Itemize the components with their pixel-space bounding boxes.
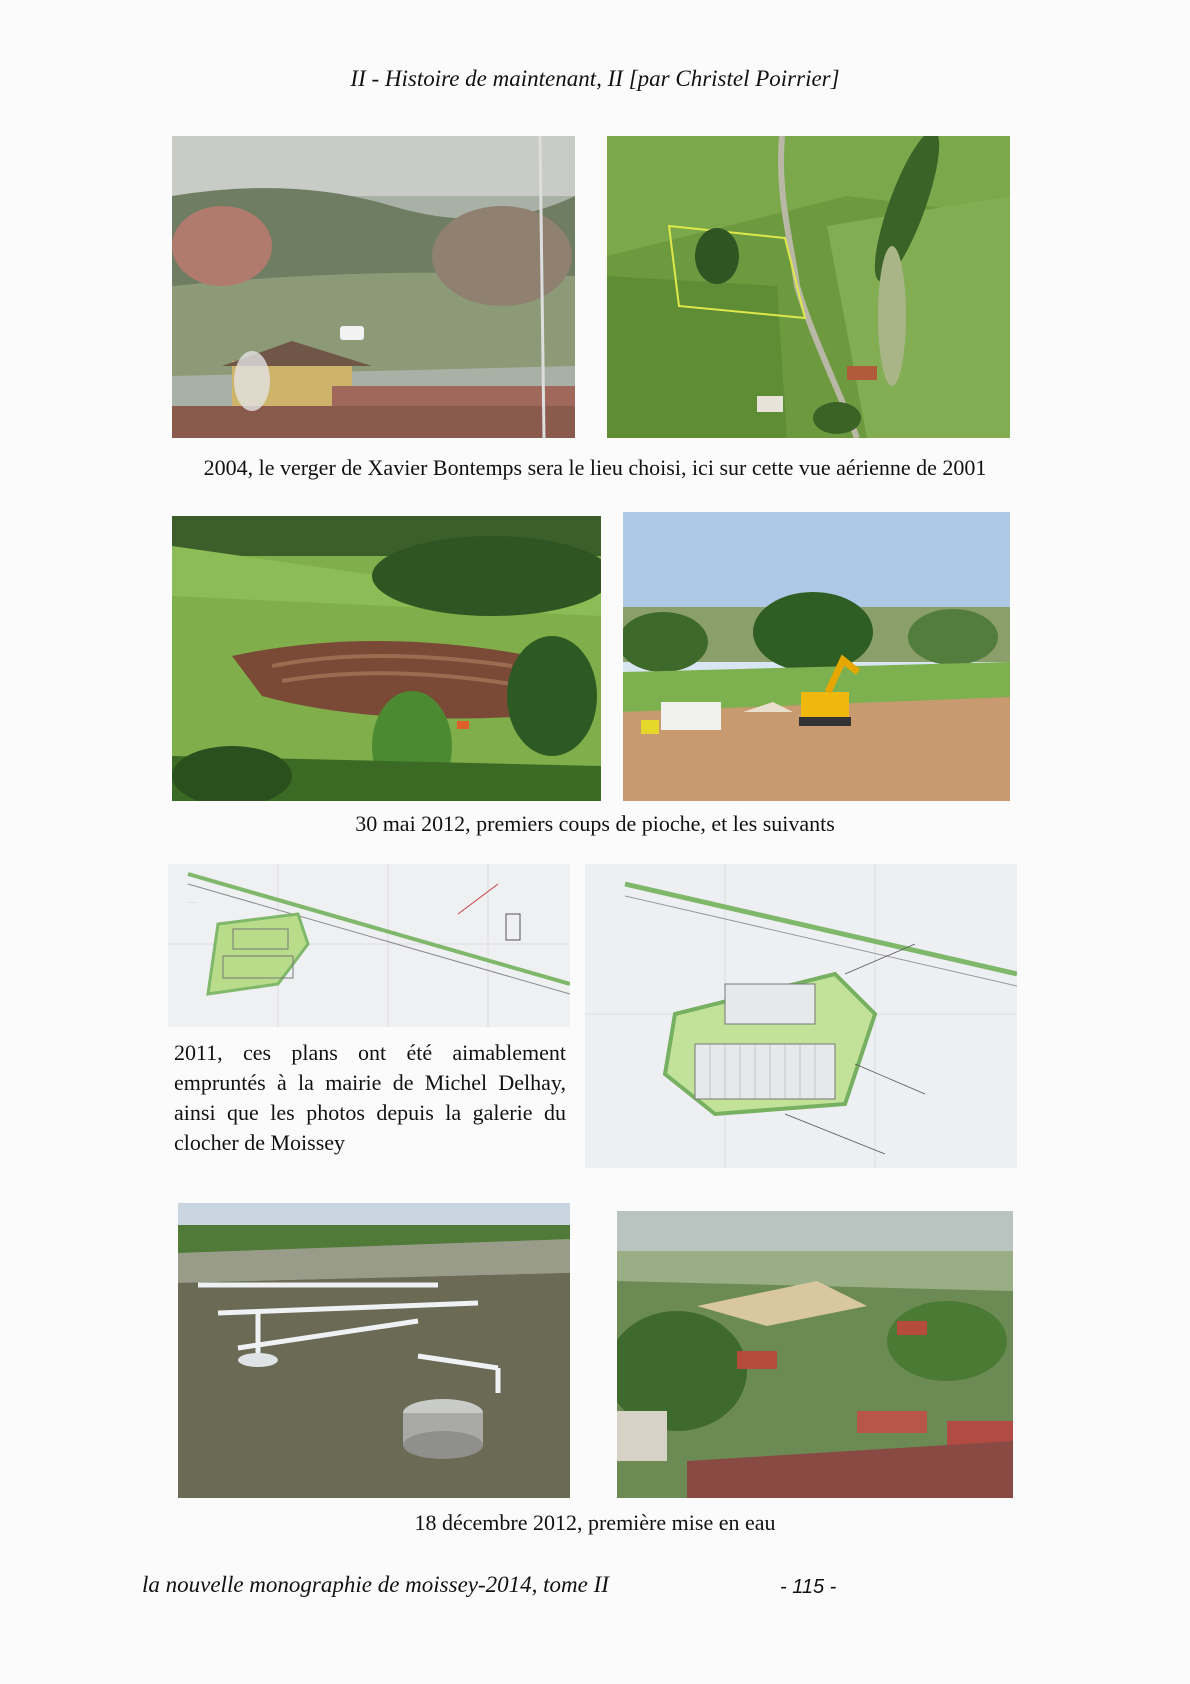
photo-flooded-basin xyxy=(178,1203,570,1498)
photo-village-view-from-belfry xyxy=(617,1211,1013,1498)
photo-misty-valley xyxy=(172,136,575,438)
photo-earthworks-hillside xyxy=(172,516,601,801)
caption-row4: 18 décembre 2012, première mise en eau xyxy=(414,1510,776,1535)
svg-text:·······: ······· xyxy=(188,900,198,905)
caption-row1: 2004, le verger de Xavier Bontemps sera le lieu choisi, ici sur cette vue aérienne de 2001 xyxy=(203,455,987,480)
page-number: - 115 - xyxy=(780,1576,837,1598)
photo-site-plan-overview xyxy=(168,864,570,1027)
caption-row3: 2011, ces plans ont été aimablement empruntés à la mairie de Michel Delhay, ainsi que les photos depuis la galerie du clocher de Moissey xyxy=(174,1040,566,1155)
caption-row2: 30 mai 2012, premiers coups de pioche, et les suivants xyxy=(355,811,835,836)
footer-publication: la nouvelle monographie de moissey-2014, tome II xyxy=(142,1572,609,1597)
page-header: II - Histoire de maintenant, II [par Christel Poirrier] xyxy=(350,66,840,91)
photo-excavator-site xyxy=(623,512,1010,801)
photo-site-plan-detail xyxy=(585,864,1017,1168)
photo-aerial-orchard xyxy=(607,136,1010,438)
